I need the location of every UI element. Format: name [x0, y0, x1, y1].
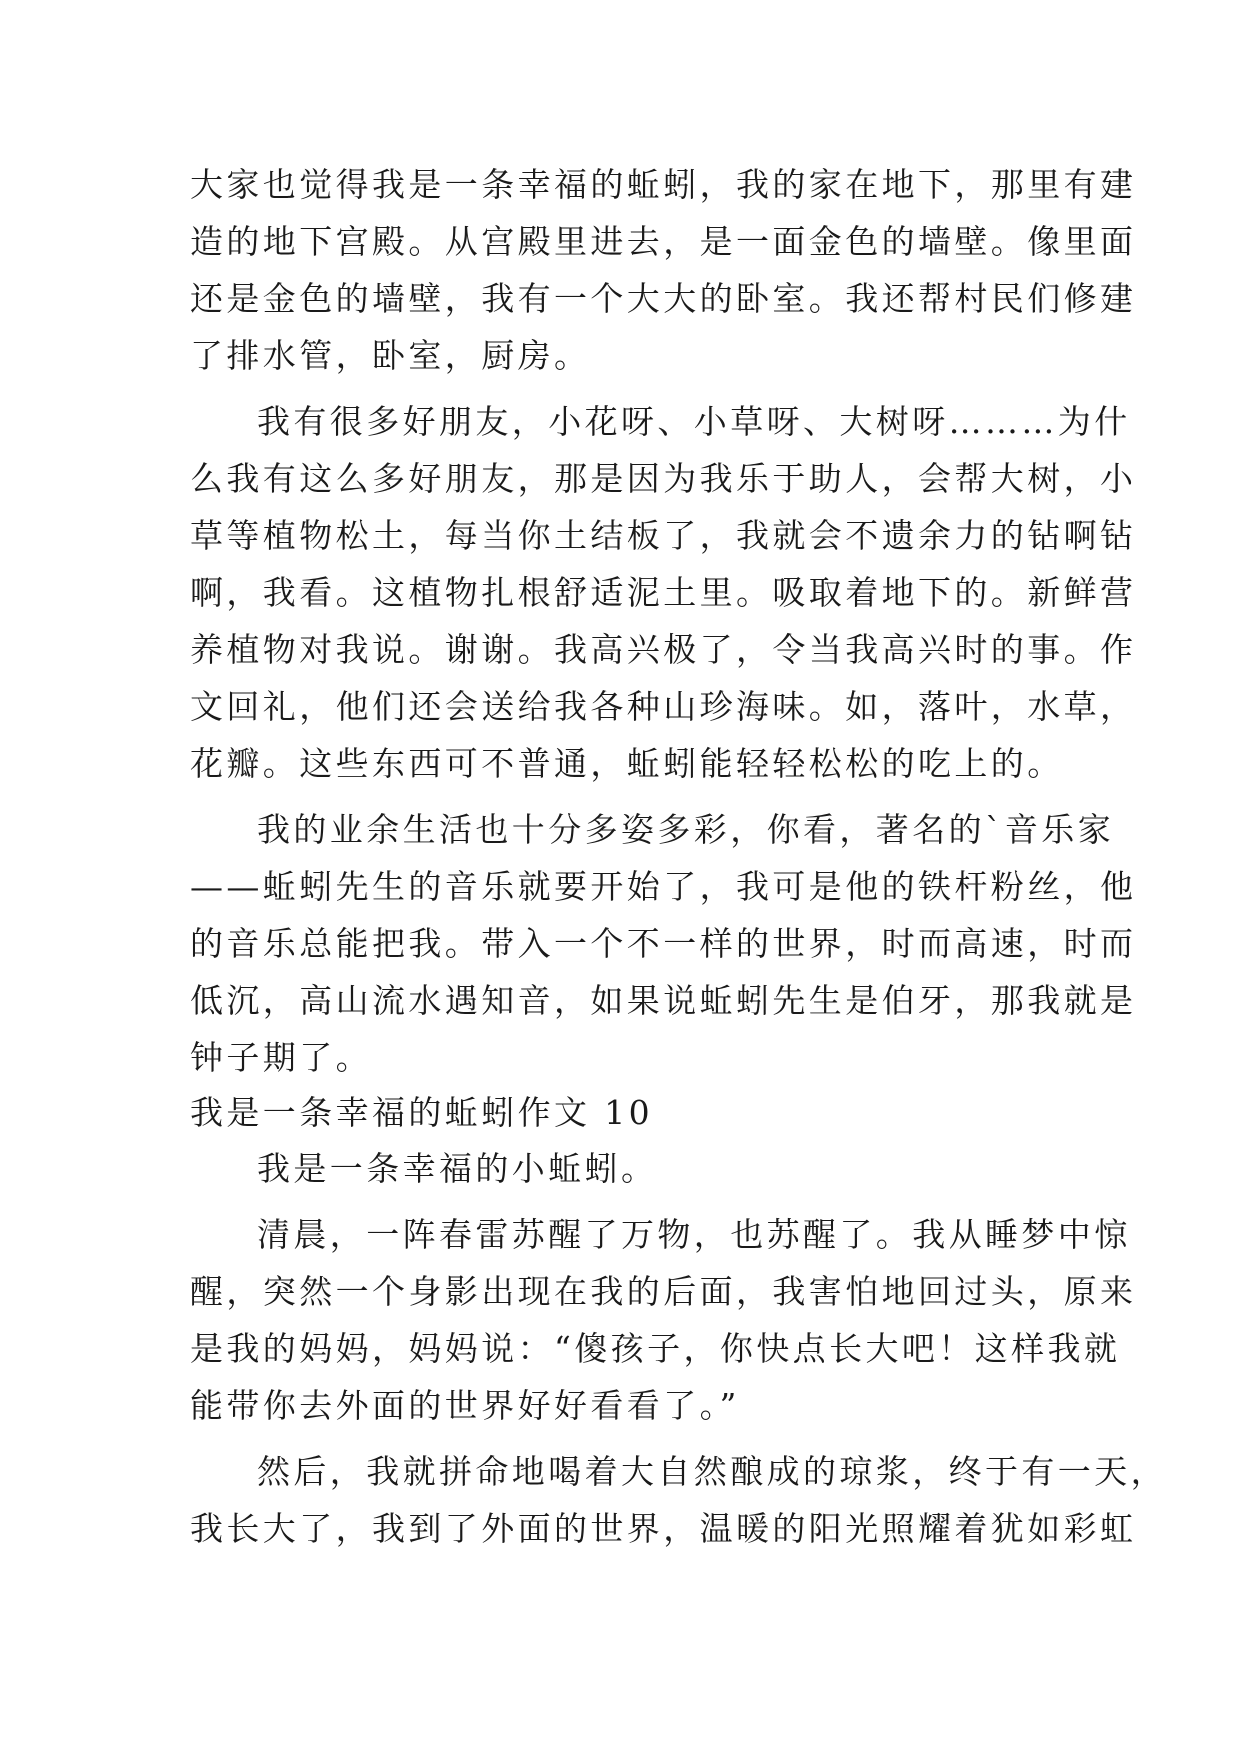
paragraph-line: 还是金色的墙壁，我有一个大大的卧室。我还帮村民们修建: [190, 279, 1137, 318]
paragraph-line: 啊，我看。这植物扎根舒适泥土里。吸取着地下的。新鲜营: [190, 573, 1137, 612]
paragraph-line: 钟子期了。: [190, 1038, 372, 1077]
paragraph-line: ——蚯蚓先生的音乐就要开始了，我可是他的铁杆粉丝，他: [190, 867, 1137, 906]
paragraph-line: 文回礼，他们还会送给我各种山珍海味。如，落叶，水草，: [190, 687, 1137, 726]
paragraph-line: 然后，我就拼命地喝着大自然酿成的琼浆，终于有一天，: [257, 1452, 1167, 1491]
paragraph-line: 养植物对我说。谢谢。我高兴极了，令当我高兴时的事。作: [190, 630, 1137, 669]
paragraph-line: 造的地下宫殿。从宫殿里进去，是一面金色的墙壁。像里面: [190, 222, 1137, 261]
section-heading: 我是一条幸福的蚯蚓作文 10: [190, 1093, 654, 1132]
paragraph-line: 大家也觉得我是一条幸福的蚯蚓，我的家在地下，那里有建: [190, 165, 1137, 204]
paragraph-line: 么我有这么多好朋友，那是因为我乐于助人，会帮大树，小: [190, 459, 1137, 498]
paragraph-line: 我有很多好朋友，小花呀、小草呀、大树呀………为什: [257, 402, 1131, 441]
paragraph-line: 清晨，一阵春雷苏醒了万物，也苏醒了。我从睡梦中惊: [257, 1215, 1131, 1254]
paragraph-line: 我长大了，我到了外面的世界，温暖的阳光照耀着犹如彩虹: [190, 1509, 1137, 1548]
paragraph-line: 能带你去外面的世界好好看看了。”: [190, 1386, 740, 1425]
paragraph-line: 我的业余生活也十分多姿多彩，你看，著名的`音乐家: [257, 810, 1115, 849]
paragraph-line: 我是一条幸福的小蚯蚓。: [257, 1149, 658, 1188]
paragraph-line: 低沉，高山流水遇知音，如果说蚯蚓先生是伯牙，那我就是: [190, 981, 1137, 1020]
paragraph-line: 花瓣。这些东西可不普通，蚯蚓能轻轻松松的吃上的。: [190, 744, 1064, 783]
paragraph-line: 草等植物松土，每当你土结板了，我就会不遗余力的钻啊钻: [190, 516, 1137, 555]
paragraph-line: 醒，突然一个身影出现在我的后面，我害怕地回过头，原来: [190, 1272, 1137, 1311]
paragraph-line: 的音乐总能把我。带入一个不一样的世界，时而高速，时而: [190, 924, 1137, 963]
paragraph-line: 是我的妈妈，妈妈说：“傻孩子，你快点长大吧！这样我就: [190, 1329, 1121, 1368]
paragraph-line: 了排水管，卧室，厨房。: [190, 336, 591, 375]
